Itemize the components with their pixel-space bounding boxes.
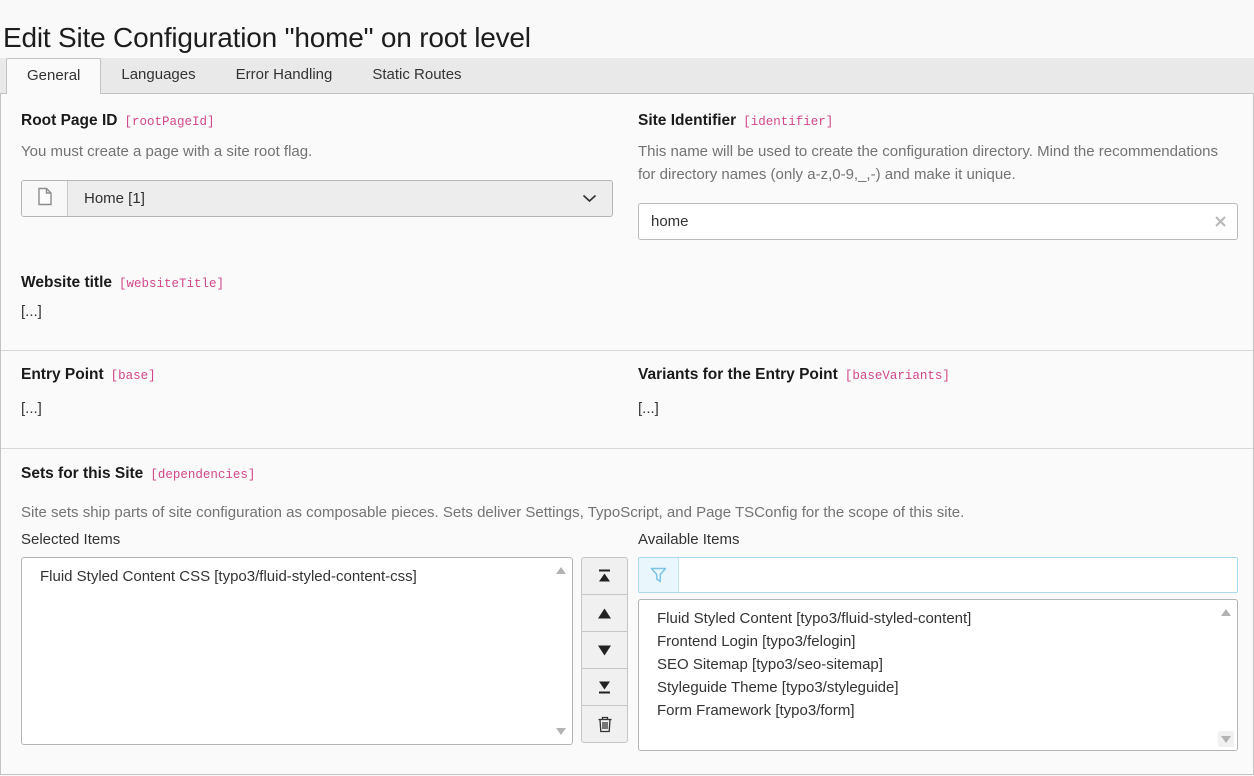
trash-icon: [597, 716, 613, 733]
website-title-code: [websiteTitle]: [119, 277, 225, 291]
sets-label-text: Sets for this Site: [21, 465, 144, 482]
scroll-down-button[interactable]: [1218, 731, 1234, 747]
entry-point-label-text: Entry Point: [21, 366, 104, 383]
available-items-label: Available Items: [638, 531, 740, 548]
move-to-top-icon: [597, 569, 612, 583]
website-title-label-text: Website title: [21, 274, 113, 291]
base-variants-collapsed[interactable]: [...]: [638, 400, 659, 417]
available-items-filter: [638, 557, 1238, 593]
remove-item-button[interactable]: [581, 705, 628, 743]
site-identifier-label-text: Site Identifier: [638, 112, 737, 129]
available-item[interactable]: Form Framework [typo3/form]: [657, 702, 855, 719]
entry-point-code: [base]: [110, 369, 156, 383]
move-down-button[interactable]: [581, 631, 628, 669]
available-items-filter-input[interactable]: [679, 558, 1237, 592]
scroll-down-arrow-icon[interactable]: [556, 728, 566, 735]
root-page-id-label-text: Root Page ID: [21, 112, 118, 129]
selected-items-controls: [581, 557, 628, 743]
tab-languages[interactable]: Languages: [121, 66, 196, 83]
page-icon: [37, 187, 53, 211]
page-title: Edit Site Configuration "home" on root level: [3, 21, 531, 53]
tab-error-handling[interactable]: Error Handling: [235, 66, 333, 83]
scroll-down-arrow-icon: [1221, 736, 1231, 743]
base-variants-label-text: Variants for the Entry Point: [638, 366, 838, 383]
move-down-icon: [597, 645, 612, 656]
root-page-id-code: [rootPageId]: [124, 115, 215, 129]
sets-section: [1, 449, 1253, 775]
available-items-listbox[interactable]: [638, 599, 1238, 751]
site-identifier-label: [638, 112, 833, 130]
filter-funnel-icon: [639, 558, 679, 592]
root-page-id-description: You must create a page with a site root flag.: [21, 143, 313, 160]
site-identifier-description: This name will be used to create the configuration directory. Mind the recommendations for directory names (only a-z,0-9,_,-) and make it unique.: [638, 143, 1219, 183]
available-item[interactable]: SEO Sitemap [typo3/seo-sitemap]: [657, 656, 883, 673]
entry-point-collapsed[interactable]: [...]: [21, 400, 42, 417]
available-item[interactable]: Frontend Login [typo3/felogin]: [657, 633, 856, 650]
base-variants-label: [638, 366, 950, 384]
entry-point-label: [21, 366, 156, 384]
move-to-bottom-icon: [597, 680, 612, 694]
base-variants-code: [baseVariants]: [844, 369, 950, 383]
sets-code: [dependencies]: [150, 468, 256, 482]
available-item[interactable]: Styleguide Theme [typo3/styleguide]: [657, 679, 899, 696]
sets-description: Site sets ship parts of site configuration as composable pieces. Sets deliver Settings, TypoScript, and Page TSConfig for the scope of this site.: [21, 504, 965, 521]
move-to-top-button[interactable]: [581, 557, 628, 595]
root-page-select-value: Home [1]: [84, 190, 145, 207]
selected-items-label: Selected Items: [21, 531, 121, 548]
site-identifier-field-wrap: [638, 203, 1238, 240]
tab-general[interactable]: General: [6, 58, 101, 94]
site-identifier-code: [identifier]: [743, 115, 834, 129]
available-item[interactable]: Fluid Styled Content [typo3/fluid-styled-content]: [657, 610, 972, 627]
root-page-select[interactable]: [21, 180, 613, 217]
website-title-label: [21, 274, 224, 292]
section-divider: [1, 350, 1253, 351]
sets-label: [21, 465, 255, 483]
selected-item[interactable]: Fluid Styled Content CSS [typo3/fluid-styled-content-css]: [40, 568, 417, 585]
scroll-up-arrow-icon[interactable]: [556, 567, 566, 574]
general-tab-panel: [0, 94, 1254, 775]
chevron-down-icon: [566, 181, 612, 216]
scroll-up-arrow-icon[interactable]: [1221, 609, 1231, 616]
selected-items-listbox[interactable]: [21, 557, 573, 745]
move-to-bottom-button[interactable]: [581, 668, 628, 706]
tab-static-routes[interactable]: Static Routes: [372, 66, 462, 83]
select-icon-addon: [22, 181, 68, 216]
tabs: [6, 58, 482, 94]
site-identifier-input[interactable]: [638, 203, 1238, 240]
website-title-collapsed[interactable]: [...]: [21, 303, 42, 320]
move-up-button[interactable]: [581, 594, 628, 632]
move-up-icon: [597, 608, 612, 619]
clear-x-icon[interactable]: [1210, 211, 1230, 231]
root-page-id-label: [21, 112, 214, 130]
